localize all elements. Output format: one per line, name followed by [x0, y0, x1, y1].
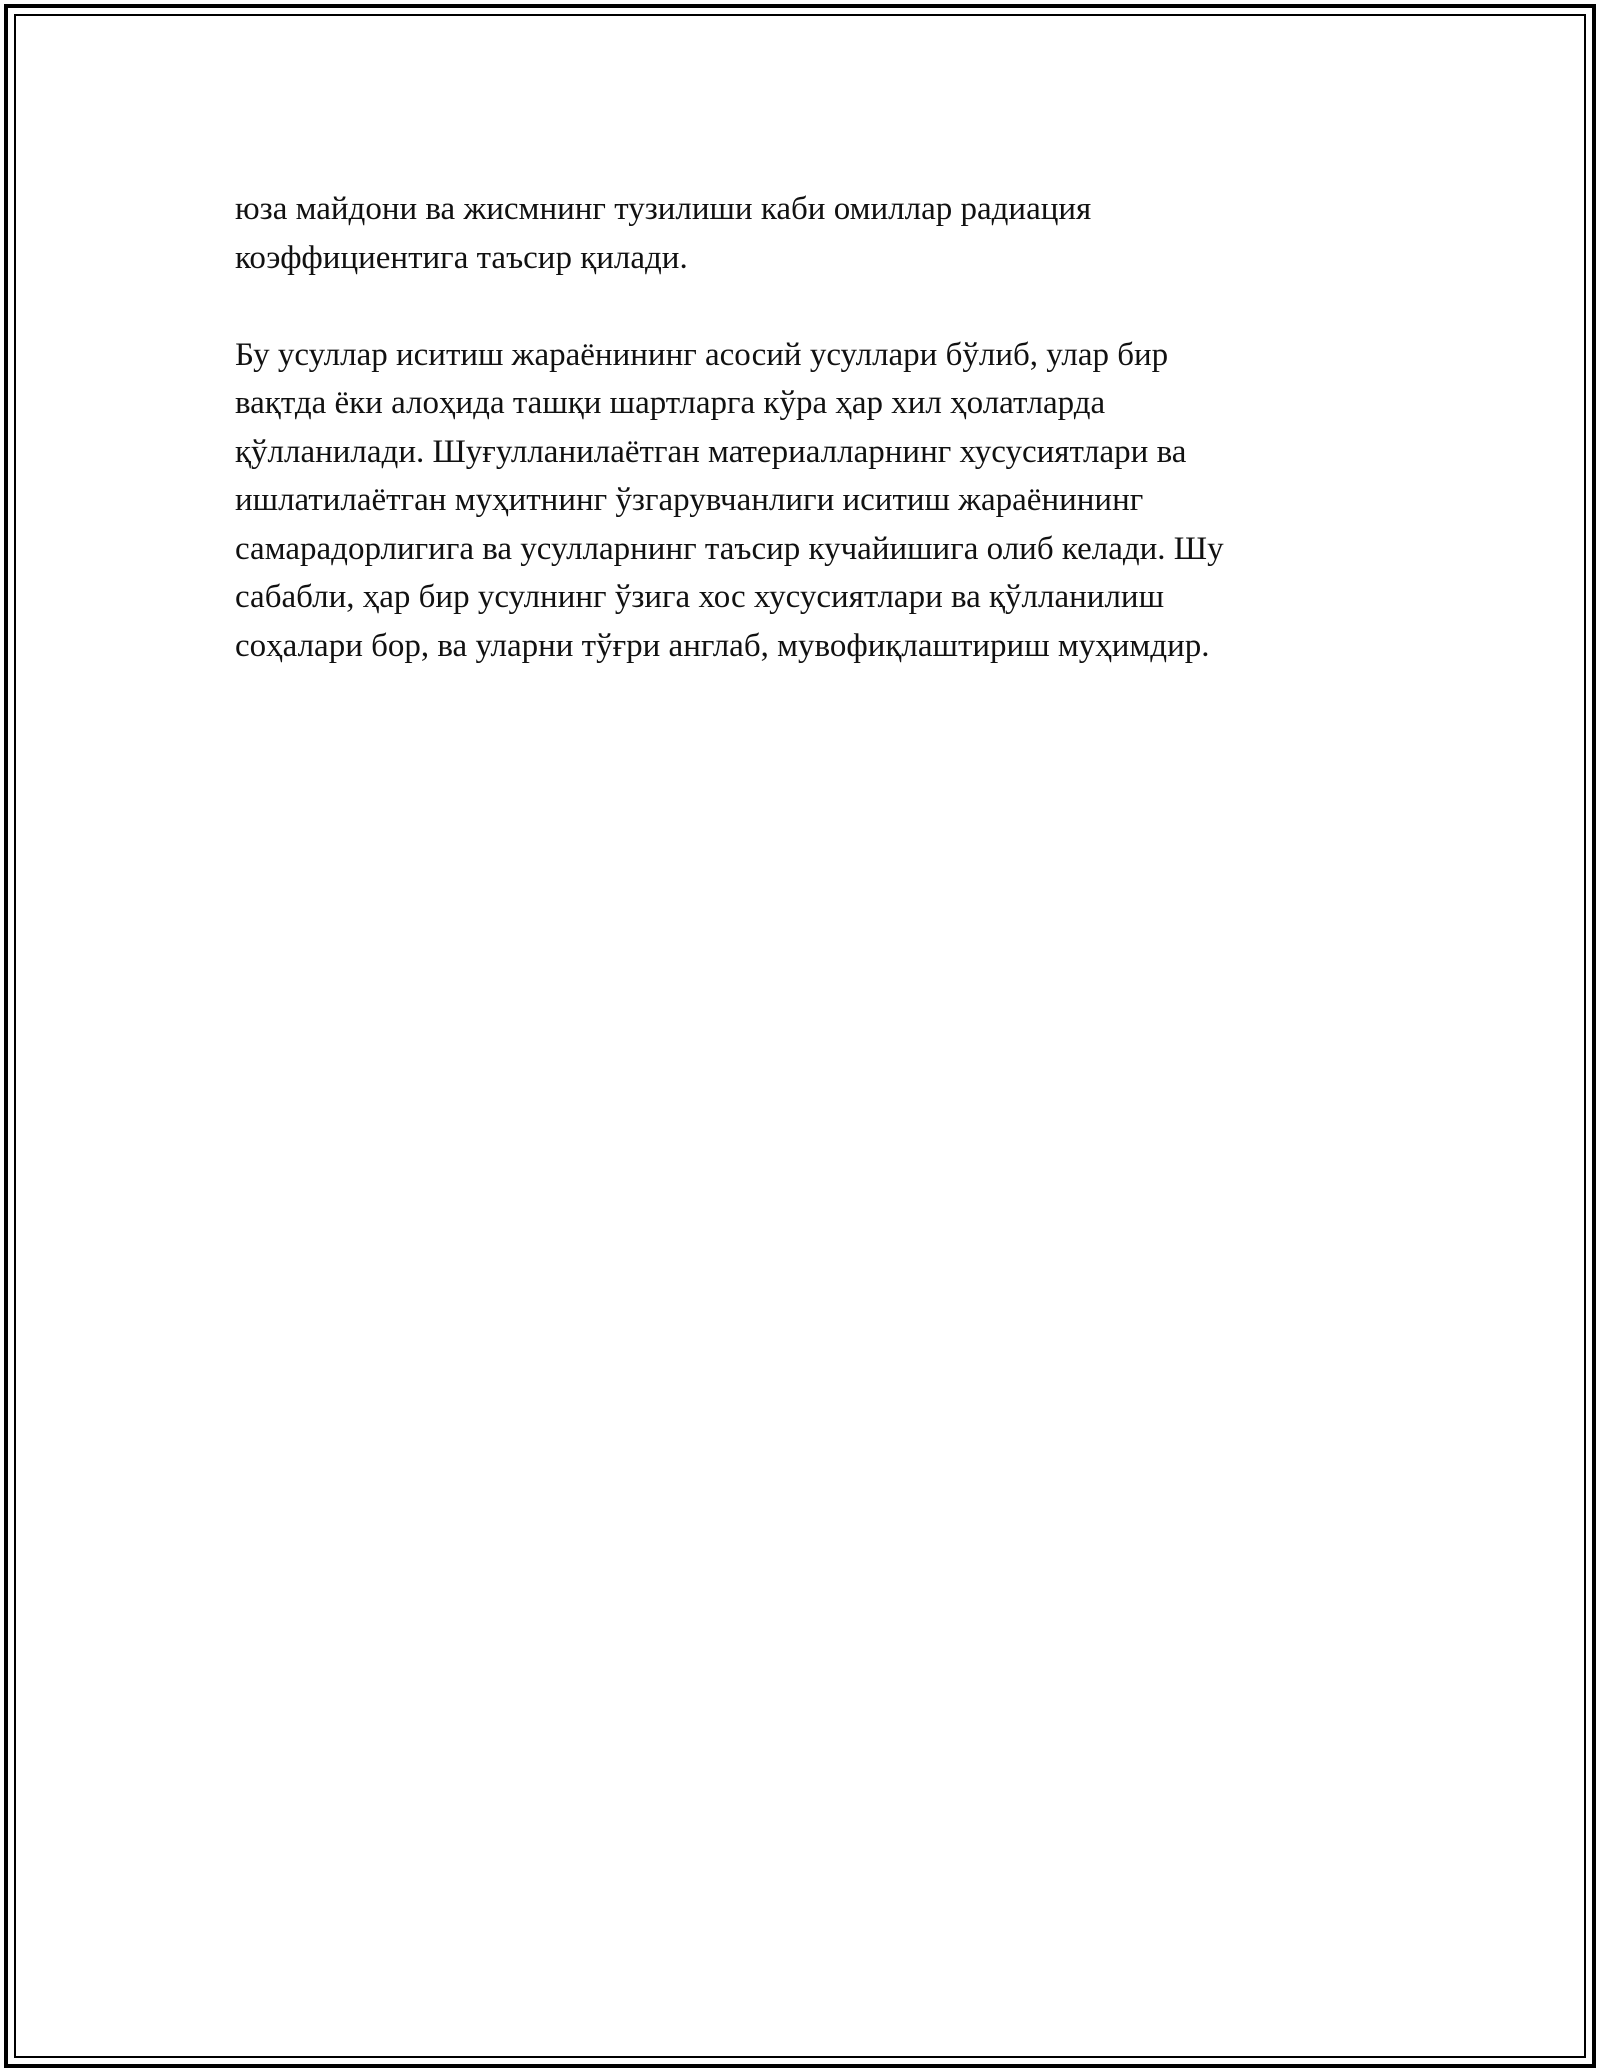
document-body [235, 185, 1385, 670]
paragraph-2: Бу усуллар иситиш жараёнининг асосий усуллари бўлиб, улар бир вақтда ёки алоҳида ташқи шартларга кўра ҳар хил ҳолатларда қўлланилади. Шуғулланилаётган материалларнинг хусусиятлари ва ишлатилаётган муҳитнинг ўзгарувчанлиги иситиш жараёнининг самарадорлигига ва усулларнинг таъсир кучайишига олиб келади. Шу сабабли, ҳар бир усулнинг ўзига хос хусусиятлари ва қўлланилиш соҳалари бор, ва уларни тўғри англаб, мувофиқлаштириш муҳимдир. [235, 336, 1224, 664]
paragraph-1: юза майдони ва жисмнинг тузилиши каби омиллар радиация коэффициентига таъсир қилади. [235, 191, 1092, 276]
